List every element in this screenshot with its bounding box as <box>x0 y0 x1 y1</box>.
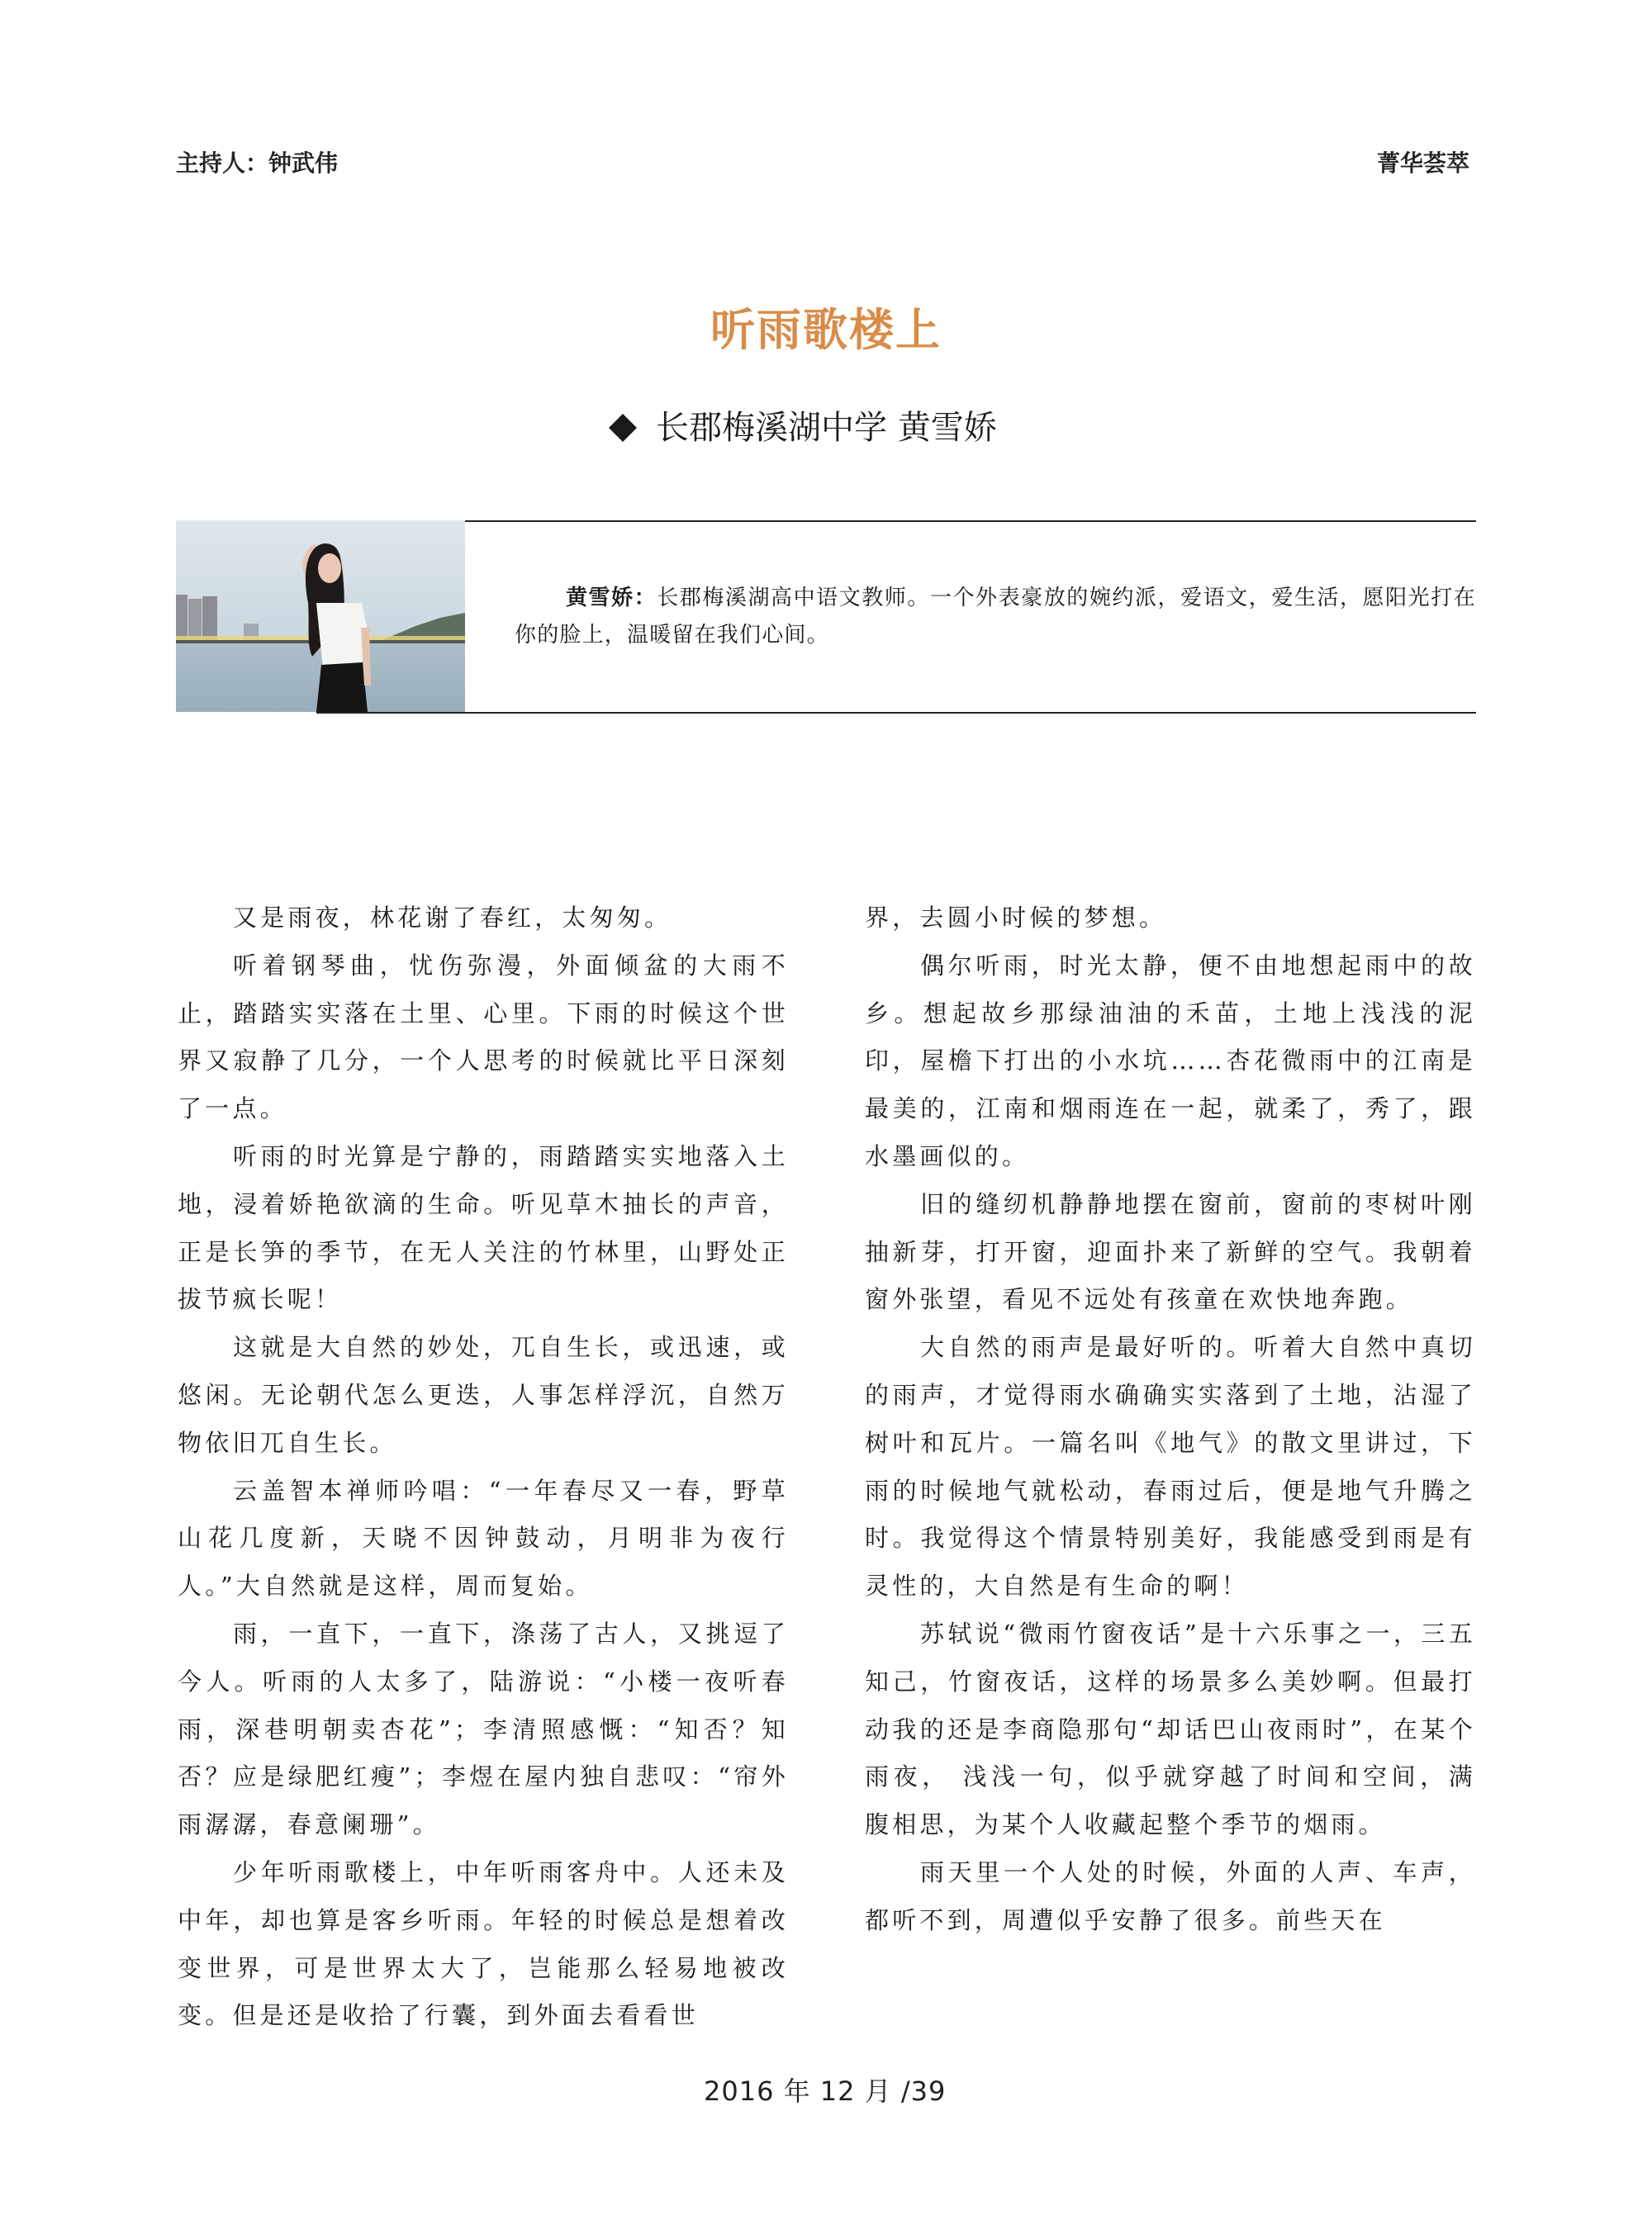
byline-text: 长郡梅溪湖中学 黄雪娇 <box>656 409 997 447</box>
bio-top-rule <box>465 520 1476 522</box>
paragraph: 听着钢琴曲，忧伤弥漫，外面倾盆的大雨不止，踏踏实实落在土里、心里。下雨的时候这个世界又寂静了几分，一个人思考的时候就比平日深刻了一点。 <box>178 951 789 1123</box>
paragraph: 界，去圆小时候的梦想。 <box>865 904 1167 932</box>
paragraph: 大自然的雨声是最好听的。听着大自然中真切的雨声，才觉得雨水确确实实落到了土地，沾湿了树叶和瓦片。一篇名叫《地气》的散文里讲过，下雨的时候地气就松动，春雨过后，便是地气升腾之时。我觉得这个情景特别美好，我能感受到雨是有灵性的，大自然是有生命的啊！ <box>865 1333 1476 1601</box>
paragraph: 这就是大自然的妙处，兀自生长，或迅速，或悠闲。无论朝代怎么更迭，人事怎样浮沉，自然万物依旧兀自生长。 <box>178 1333 789 1457</box>
body-column-left <box>178 894 789 2040</box>
page-footer: 2016 年 12 月 /39 <box>704 2076 947 2107</box>
body-column-right <box>865 894 1476 1945</box>
author-bio-text: 长郡梅溪湖高中语文教师。一个外表豪放的婉约派，爱语文，爱生活，愿阳光打在你的脸上，温暖留在我们心间。 <box>515 586 1476 648</box>
paragraph: 雨天里一个人处的时候，外面的人声、车声，都听不到，周遭似乎安静了很多。前些天在 <box>865 1857 1476 1934</box>
paragraph: 苏轼说“微雨竹窗夜话”是十六乐事之一，三五知己，竹窗夜话，这样的场景多么美妙啊。但最打动我的还是李商隐那句“却话巴山夜雨时”，在某个雨夜， 浅浅一句，似乎就穿越了时间和空间，满腹相思，为某个人收藏起整个季节的烟雨。 <box>865 1619 1476 1839</box>
author-bio <box>515 580 1476 654</box>
host-label: 主持人：钟武伟 <box>176 149 339 177</box>
paragraph: 又是雨夜，林花谢了春红，太匆匆。 <box>233 904 672 932</box>
paragraph: 云盖智本禅师吟唱：“一年春尽又一春，野草山花几度新，天晓不因钟鼓动，月明非为夜行人。”大自然就是这样，周而复始。 <box>178 1476 789 1601</box>
paragraph: 少年听雨歌楼上，中年听雨客舟中。人还未及中年，却也算是客乡听雨。年轻的时候总是想着改变世界，可是世界太大了，岂能那么轻易地被改变。但是还是收拾了行囊，到外面去看看世 <box>178 1857 789 2030</box>
paragraph: 雨，一直下，一直下，涤荡了古人，又挑逗了今人。听雨的人太多了，陆游说：“小楼一夜听春雨，深巷明朝卖杏花”；李清照感慨：“知否？知否？应是绿肥红瘦”；李煜在屋内独自悲叹：“帘外雨潺潺，春意阑珊”。 <box>178 1619 789 1839</box>
column-name: 菁华荟萃 <box>1377 149 1470 177</box>
paragraph: 旧的缝纫机静静地摆在窗前，窗前的枣树叶刚抽新芽，打开窗，迎面扑来了新鲜的空气。我朝着窗外张望，看见不远处有孩童在欢快地奔跑。 <box>865 1189 1476 1314</box>
author-photo <box>176 520 465 712</box>
diamond-bullet-icon <box>609 414 637 442</box>
paragraph: 偶尔听雨，时光太静，便不由地想起雨中的故乡。想起故乡那绿油油的禾苗，土地上浅浅的泥印，屋檐下打出的小水坑……杏花微雨中的江南是最美的，江南和烟雨连在一起，就柔了，秀了，跟水墨画似的。 <box>865 951 1476 1170</box>
bio-bottom-rule <box>316 712 1476 714</box>
author-name: 黄雪娇： <box>566 586 657 610</box>
article-title: 听雨歌楼上 <box>710 303 942 356</box>
byline <box>610 406 997 449</box>
paragraph: 听雨的时光算是宁静的，雨踏踏实实地落入土地，浸着娇艳欲滴的生命。听见草木抽长的声音，正是长笋的季节，在无人关注的竹林里，山野处正拔节疯长呢！ <box>178 1141 789 1314</box>
